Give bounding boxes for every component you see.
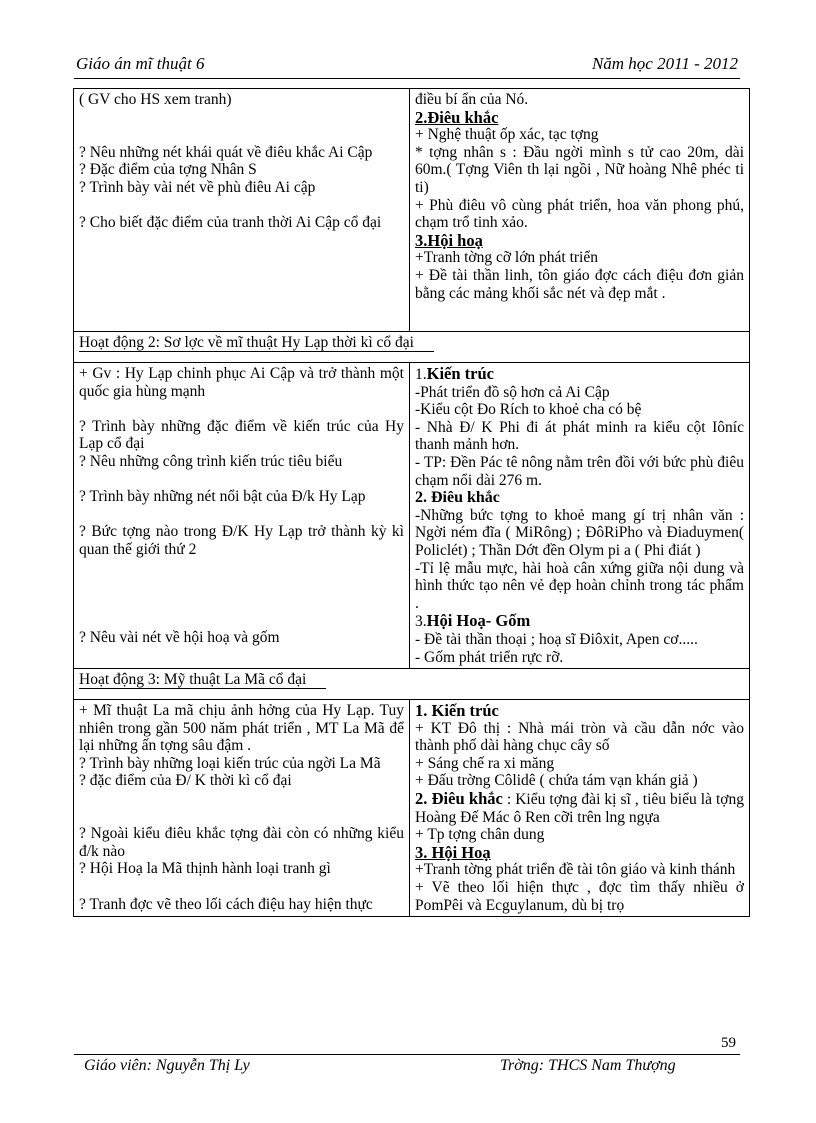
- page-number: 59: [721, 1035, 736, 1051]
- questions-greece: [74, 363, 410, 669]
- line: -Phát triển đồ sộ hơn cả Ai Cập: [414, 383, 610, 401]
- heading-painting: 3.Hội hoạ: [414, 230, 483, 250]
- activity-3-row: [74, 669, 750, 700]
- activity-3-title: Hoạt động 3: Mỹ thuật La Mã cổ đại: [74, 669, 750, 700]
- line: +Tranh tờng phát triển đề tài tôn giáo và kinh thánh: [414, 861, 736, 879]
- spacer: [79, 790, 404, 808]
- questions-rome: [74, 700, 410, 917]
- line: điều bí ẩn của Nó.: [414, 91, 529, 108]
- line: - Đề tài thần thoại ; hoạ sĩ Điôxit, Apen cơ.....: [414, 630, 698, 648]
- question: ? Hội Hoạ la Mã thịnh hành loại tranh gì: [79, 860, 331, 878]
- line: -Tỉ lệ mẫu mực, hài hoà cân xứng giữa nội dung và hình thức tạo nên vẻ đẹp hoàn chỉnh trong tác phẩm .: [414, 559, 744, 612]
- line: * tợng nhân s : Đầu ngời mình s tử cao 20m, dài 60m.( Tợng Viên th lại ngồi , Nữ hoàng Nhê phéc ti ti): [414, 143, 744, 196]
- line: + Vẽ theo lối hiện thực , đợc tìm thấy nhiều ở PomPêi và Ecguylanum, dù bị trọ: [414, 879, 744, 914]
- question: ? Đặc điểm của tợng Nhân S: [79, 161, 257, 179]
- spacer: [79, 126, 404, 144]
- question: ? Nêu vài nét về hội hoạ và gốm: [79, 628, 280, 646]
- row-rome: [74, 700, 750, 917]
- heading-sculpture: 2. Điêu khắc : Kiểu tợng đài kị sĩ , tiêu biểu là tợng Hoàng Đế Mác ô Ren cỡi trên lng ngựa: [414, 789, 744, 826]
- question: ? Cho biết đặc điểm của tranh thời Ai Cập cổ đại: [79, 214, 382, 232]
- spacer: [79, 197, 404, 215]
- question: ? Nêu những nét khái quát về điêu khắc Ai Cập: [79, 143, 373, 161]
- question: ? Trình bày vài nét về phù điêu Ai cập: [79, 178, 316, 196]
- line: -Kiểu cột Đo Rích to khoẻ cha có bệ: [414, 401, 642, 419]
- line: - TP: Đền Pác tê nông nằm trên đồi với bức phù điêu chạm nổi dài 276 m.: [414, 453, 744, 489]
- question: ? Trình bày những loại kiến trúc của ngời La Mã: [79, 754, 381, 772]
- line: + Gv : Hy Lạp chinh phục Ai Cập và trở thành một quốc gia hùng mạnh: [79, 365, 404, 400]
- line: +Tranh tờng cỡ lớn phát triển: [414, 249, 598, 267]
- activity-2-row: [74, 332, 750, 363]
- spacer: [79, 808, 404, 826]
- line: + Sáng chế ra xi măng: [414, 754, 555, 772]
- question: ? Ngoài kiểu điêu khắc tợng đài còn có những kiểu đ/k nào: [79, 825, 404, 860]
- line: + Tp tợng chân dung: [414, 826, 545, 844]
- heading-architecture: 1. Kiến trúc: [414, 701, 499, 721]
- page-header: [74, 52, 740, 79]
- spacer: [79, 559, 404, 577]
- spacer: [79, 576, 404, 594]
- line: - Gốm phát triển rực rỡ.: [414, 648, 564, 666]
- content-rome: [409, 700, 749, 917]
- question: ? Nêu những công trình kiến trúc tiêu biểu: [79, 452, 343, 470]
- content-egypt: [409, 89, 749, 332]
- line: + Nghệ thuật ốp xác, tạc tợng: [414, 126, 599, 144]
- row-greece: [74, 363, 750, 669]
- line: + Mĩ thuật La mã chịu ảnh hởng của Hy Lạp. Tuy nhiên trong gần 500 năm phát triển , MT La Mã để lại những ấn tợng sâu đậm .: [79, 702, 404, 755]
- spacer: [79, 506, 404, 524]
- lesson-table: [73, 88, 750, 917]
- line: -Những bức tợng to khoẻ mang gí trị nhân văn : Ngời ném đĩa ( MiRông) ; ĐôRiPho và Điaduymen( Policlét) ; Thần Dớt đền Olym pi a ( Phi điát ): [414, 506, 744, 559]
- question: ? Trình bày những nét nổi bật của Đ/k Hy Lạp: [79, 488, 366, 506]
- line: + KT Đô thị : Nhà mái tròn và cầu dẫn nớc vào thành phố dài hàng chục cây số: [414, 719, 744, 755]
- activity-2-title: Hoạt động 2: Sơ lợc về mĩ thuật Hy Lạp thời kì cổ đại: [74, 332, 750, 363]
- heading-painting-pottery: 3.Hội Hoạ- Gốm: [414, 611, 531, 631]
- heading-painting: 3. Hội Hoạ: [414, 842, 491, 862]
- footer-divider: [74, 1054, 740, 1055]
- question: ? đặc điểm của Đ/ K thời kì cổ đại: [79, 772, 292, 790]
- spacer: [79, 400, 404, 418]
- question: ? Tranh đợc vẽ theo lối cách điệu hay hiện thực: [79, 895, 373, 913]
- header-subject: Giáo án mĩ thuật 6: [76, 54, 205, 73]
- spacer: [79, 611, 404, 629]
- footer-teacher: Giáo viên: Nguyễn Thị Ly: [84, 1057, 250, 1074]
- spacer: [79, 471, 404, 489]
- content-greece: [409, 363, 749, 669]
- footer-school: Trờng: THCS Nam Thượng: [500, 1057, 676, 1074]
- line: - Nhà Đ/ K Phi đi át phát minh ra kiểu cột Iôníc thanh mảnh hơn.: [414, 418, 744, 454]
- line: + Phù điêu vô cùng phát triển, hoa văn phong phú, chạm trổ tinh xảo.: [414, 196, 744, 232]
- heading-sculpture: 2. Điêu khắc: [414, 489, 500, 507]
- spacer: [79, 878, 404, 896]
- spacer: [79, 594, 404, 612]
- line: + Đề tài thần linh, tôn giáo đợc cách điệu đơn giản bằng các mảng khối sắc nét và đẹp mắt .: [414, 266, 744, 302]
- line: + Đấu trờng Côlidê ( chứa tám vạn khán giả ): [414, 772, 698, 790]
- line: ( GV cho HS xem tranh): [79, 91, 232, 108]
- question: ? Trình bày những đặc điểm về kiến trúc của Hy Lạp cổ đại: [79, 417, 404, 453]
- questions-egypt: [74, 89, 410, 332]
- spacer: [79, 109, 404, 127]
- question: ? Bức tợng nào trong Đ/K Hy Lạp trở thành kỳ kì quan thế giới thứ 2: [79, 523, 404, 558]
- heading-sculpture: 2.Điêu khắc: [414, 107, 499, 127]
- header-school-year: Năm học 2011 - 2012: [591, 54, 738, 73]
- heading-architecture: 1.Kiến trúc: [414, 364, 494, 383]
- row-egypt: [74, 89, 750, 332]
